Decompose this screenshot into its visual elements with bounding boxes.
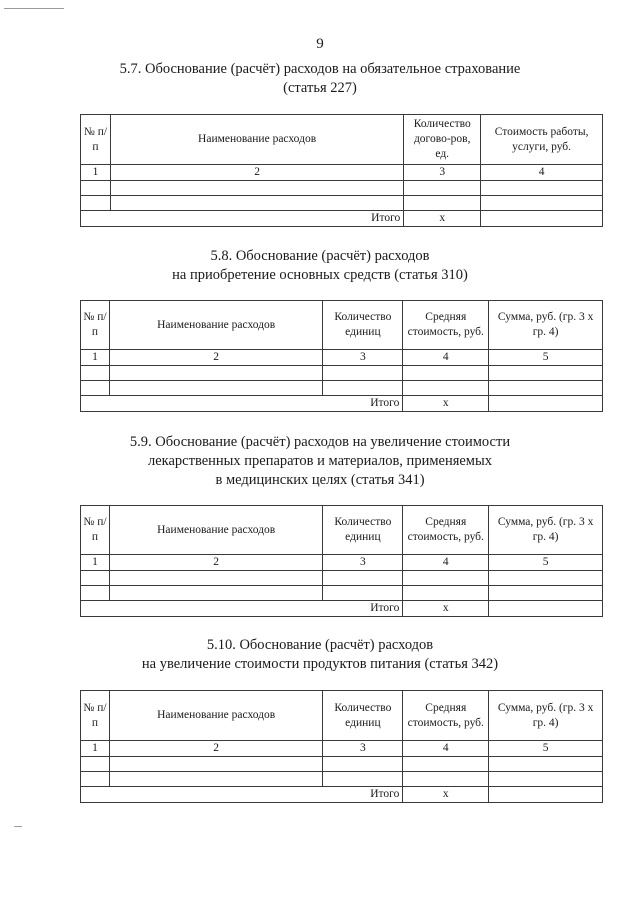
cell bbox=[489, 772, 603, 787]
column-number: 4 bbox=[481, 165, 603, 181]
cell bbox=[323, 772, 403, 787]
cell bbox=[489, 396, 603, 412]
header-cell-count: Количество единиц bbox=[323, 301, 403, 350]
cell bbox=[81, 757, 110, 772]
header-cell-number: № п/п bbox=[81, 691, 110, 741]
cell bbox=[81, 571, 110, 586]
cell bbox=[81, 366, 110, 381]
column-number: 2 bbox=[110, 165, 403, 181]
cell bbox=[109, 772, 322, 787]
table-header-row bbox=[81, 691, 603, 741]
header-cell-avg-cost: Средняя стоимость, руб. bbox=[403, 506, 489, 555]
column-number-row bbox=[81, 741, 603, 757]
table-row bbox=[81, 366, 603, 381]
total-mark: х bbox=[403, 601, 489, 617]
header-cell-sum: Сумма, руб. (гр. 3 х гр. 4) bbox=[489, 691, 603, 741]
column-number: 4 bbox=[403, 555, 489, 571]
cell bbox=[109, 571, 322, 586]
header-cell-avg-cost: Средняя стоимость, руб. bbox=[403, 691, 489, 741]
table-row bbox=[81, 196, 603, 211]
total-mark: х bbox=[403, 787, 489, 803]
cell bbox=[481, 211, 603, 227]
header-cell-count: Количество единиц bbox=[323, 691, 403, 741]
column-number: 4 bbox=[403, 741, 489, 757]
header-cell-sum: Сумма, руб. (гр. 3 х гр. 4) bbox=[489, 301, 603, 350]
heading-line: в медицинских целях (статья 341) bbox=[215, 472, 425, 488]
table-row bbox=[81, 381, 603, 396]
heading-line: 5.9. Обоснование (расчёт) расходов на увеличение стоимости bbox=[129, 434, 511, 450]
column-number: 1 bbox=[81, 741, 110, 757]
cell bbox=[323, 571, 403, 586]
table-header-row bbox=[81, 301, 603, 350]
column-number: 3 bbox=[323, 350, 403, 366]
header-cell-name: Наименование расходов bbox=[109, 506, 322, 555]
table-row bbox=[81, 757, 603, 772]
column-number: 1 bbox=[81, 555, 110, 571]
cell bbox=[489, 601, 603, 617]
table-row bbox=[81, 772, 603, 787]
total-mark: х bbox=[404, 211, 481, 227]
scan-artifact-mark bbox=[4, 8, 64, 9]
heading-line: лекарственных препаратов и материалов, применяемых bbox=[148, 453, 492, 469]
cell bbox=[403, 757, 489, 772]
cell bbox=[404, 196, 481, 211]
header-cell-number: № п/п bbox=[81, 506, 110, 555]
table-fixed-assets bbox=[80, 300, 603, 412]
header-cell-name: Наименование расходов bbox=[109, 691, 322, 741]
column-number-row bbox=[81, 165, 603, 181]
cell bbox=[489, 571, 603, 586]
total-mark: х bbox=[403, 396, 489, 412]
column-number: 2 bbox=[109, 350, 322, 366]
column-number: 1 bbox=[81, 165, 111, 181]
heading-line: 5.7. Обоснование (расчёт) расходов на обязательное страхование bbox=[119, 61, 521, 77]
cell bbox=[489, 586, 603, 601]
cell bbox=[109, 586, 322, 601]
column-number: 5 bbox=[489, 555, 603, 571]
table-insurance bbox=[80, 114, 603, 227]
cell bbox=[489, 757, 603, 772]
table-medicines bbox=[80, 505, 603, 617]
cell bbox=[81, 772, 110, 787]
cell bbox=[110, 181, 403, 196]
section-heading-5-8 bbox=[0, 247, 640, 285]
heading-line: (статья 227) bbox=[283, 80, 357, 96]
column-number: 3 bbox=[323, 741, 403, 757]
total-label: Итого bbox=[81, 396, 403, 412]
cell bbox=[323, 586, 403, 601]
total-row bbox=[81, 211, 603, 227]
cell bbox=[109, 381, 322, 396]
table-row bbox=[81, 571, 603, 586]
section-heading-5-10 bbox=[0, 636, 640, 674]
cell bbox=[81, 381, 110, 396]
column-number: 2 bbox=[109, 555, 322, 571]
cell bbox=[489, 366, 603, 381]
cell bbox=[81, 196, 111, 211]
table-food bbox=[80, 690, 603, 803]
column-number-row bbox=[81, 350, 603, 366]
cell bbox=[489, 787, 603, 803]
header-cell-number: № п/п bbox=[81, 301, 110, 350]
header-cell-avg-cost: Средняя стоимость, руб. bbox=[403, 301, 489, 350]
heading-line: 5.8. Обоснование (расчёт) расходов bbox=[210, 248, 430, 264]
cell bbox=[323, 366, 403, 381]
cell bbox=[323, 757, 403, 772]
column-number: 2 bbox=[109, 741, 322, 757]
heading-line: 5.10. Обоснование (расчёт) расходов bbox=[206, 637, 434, 653]
cell bbox=[403, 381, 489, 396]
cell bbox=[403, 366, 489, 381]
cell bbox=[110, 196, 403, 211]
column-number: 1 bbox=[81, 350, 110, 366]
header-cell-name: Наименование расходов bbox=[110, 115, 403, 165]
header-cell-cost: Стоимость работы, услуги, руб. bbox=[481, 115, 603, 165]
heading-line: на приобретение основных средств (статья 310) bbox=[172, 267, 468, 283]
cell bbox=[481, 196, 603, 211]
section-heading-5-7 bbox=[0, 60, 640, 98]
cell bbox=[109, 366, 322, 381]
total-label: Итого bbox=[81, 601, 403, 617]
cell bbox=[323, 381, 403, 396]
total-row bbox=[81, 601, 603, 617]
header-cell-number: № п/п bbox=[81, 115, 111, 165]
total-row bbox=[81, 787, 603, 803]
cell bbox=[403, 772, 489, 787]
column-number: 3 bbox=[404, 165, 481, 181]
table-row bbox=[81, 586, 603, 601]
total-row bbox=[81, 396, 603, 412]
section-heading-5-9 bbox=[0, 433, 640, 490]
total-label: Итого bbox=[81, 787, 403, 803]
cell bbox=[404, 181, 481, 196]
cell bbox=[81, 181, 111, 196]
scan-artifact-mark bbox=[14, 826, 22, 827]
table-header-row bbox=[81, 506, 603, 555]
column-number-row bbox=[81, 555, 603, 571]
header-cell-name: Наименование расходов bbox=[109, 301, 322, 350]
header-cell-sum: Сумма, руб. (гр. 3 х гр. 4) bbox=[489, 506, 603, 555]
page-number: 9 bbox=[316, 36, 324, 52]
table-row bbox=[81, 181, 603, 196]
total-label: Итого bbox=[81, 211, 404, 227]
heading-line: на увеличение стоимости продуктов питания (статья 342) bbox=[141, 656, 499, 672]
column-number: 5 bbox=[489, 741, 603, 757]
cell bbox=[481, 181, 603, 196]
cell bbox=[109, 757, 322, 772]
header-cell-count: Количество догово-ров, ед. bbox=[404, 115, 481, 165]
cell bbox=[81, 586, 110, 601]
column-number: 4 bbox=[403, 350, 489, 366]
header-cell-count: Количество единиц bbox=[323, 506, 403, 555]
cell bbox=[489, 381, 603, 396]
column-number: 3 bbox=[323, 555, 403, 571]
cell bbox=[403, 571, 489, 586]
table-header-row bbox=[81, 115, 603, 165]
cell bbox=[403, 586, 489, 601]
column-number: 5 bbox=[489, 350, 603, 366]
